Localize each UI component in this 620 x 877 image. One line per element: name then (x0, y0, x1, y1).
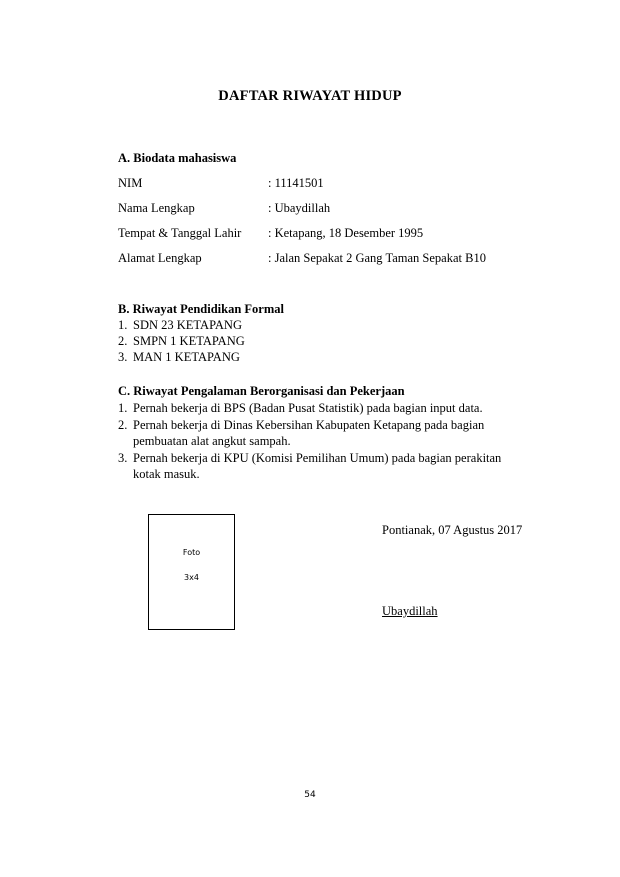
education-item-number: 3. (118, 350, 128, 364)
section-a-heading: A. Biodata mahasiswa (118, 151, 237, 165)
page-number: 54 (304, 790, 316, 800)
experience-item: Pernah bekerja di KPU (Komisi Pemilihan Umum) pada bagian perakitan (133, 451, 502, 465)
name-value: : Ubaydillah (268, 201, 331, 215)
address-value: : Jalan Sepakat 2 Gang Taman Sepakat B10 (268, 251, 486, 265)
birth-label: Tempat & Tanggal Lahir (118, 226, 242, 240)
section-b-heading: B. Riwayat Pendidikan Formal (118, 302, 284, 316)
experience-item-number: 1. (118, 401, 128, 415)
nim-value: : 11141501 (268, 176, 324, 190)
education-item: MAN 1 KETAPANG (133, 350, 240, 364)
experience-item-number: 3. (118, 451, 128, 465)
signature-name: Ubaydillah (382, 604, 438, 618)
education-item: SMPN 1 KETAPANG (133, 334, 245, 348)
education-item: SDN 23 KETAPANG (133, 318, 242, 332)
photo-placeholder (148, 514, 235, 630)
signature-place-date: Pontianak, 07 Agustus 2017 (382, 523, 523, 537)
page-title: DAFTAR RIWAYAT HIDUP (218, 88, 402, 104)
experience-item: Pernah bekerja di BPS (Badan Pusat Statistik) pada bagian input data. (133, 401, 483, 415)
photo-label: Foto (182, 548, 201, 557)
nim-label: NIM (118, 176, 143, 190)
section-c-heading: C. Riwayat Pengalaman Berorganisasi dan Pekerjaan (118, 384, 405, 398)
experience-item-continuation: kotak masuk. (133, 467, 200, 481)
photo-size-label: 3x4 (184, 573, 199, 582)
education-item-number: 2. (118, 334, 128, 348)
birth-value: : Ketapang, 18 Desember 1995 (268, 226, 424, 240)
name-label: Nama Lengkap (118, 201, 195, 215)
education-item-number: 1. (118, 318, 128, 332)
address-label: Alamat Lengkap (118, 251, 202, 265)
experience-item-continuation: pembuatan alat angkut sampah. (133, 434, 291, 448)
experience-item: Pernah bekerja di Dinas Kebersihan Kabupaten Ketapang pada bagian (133, 418, 485, 432)
experience-item-number: 2. (118, 418, 128, 432)
